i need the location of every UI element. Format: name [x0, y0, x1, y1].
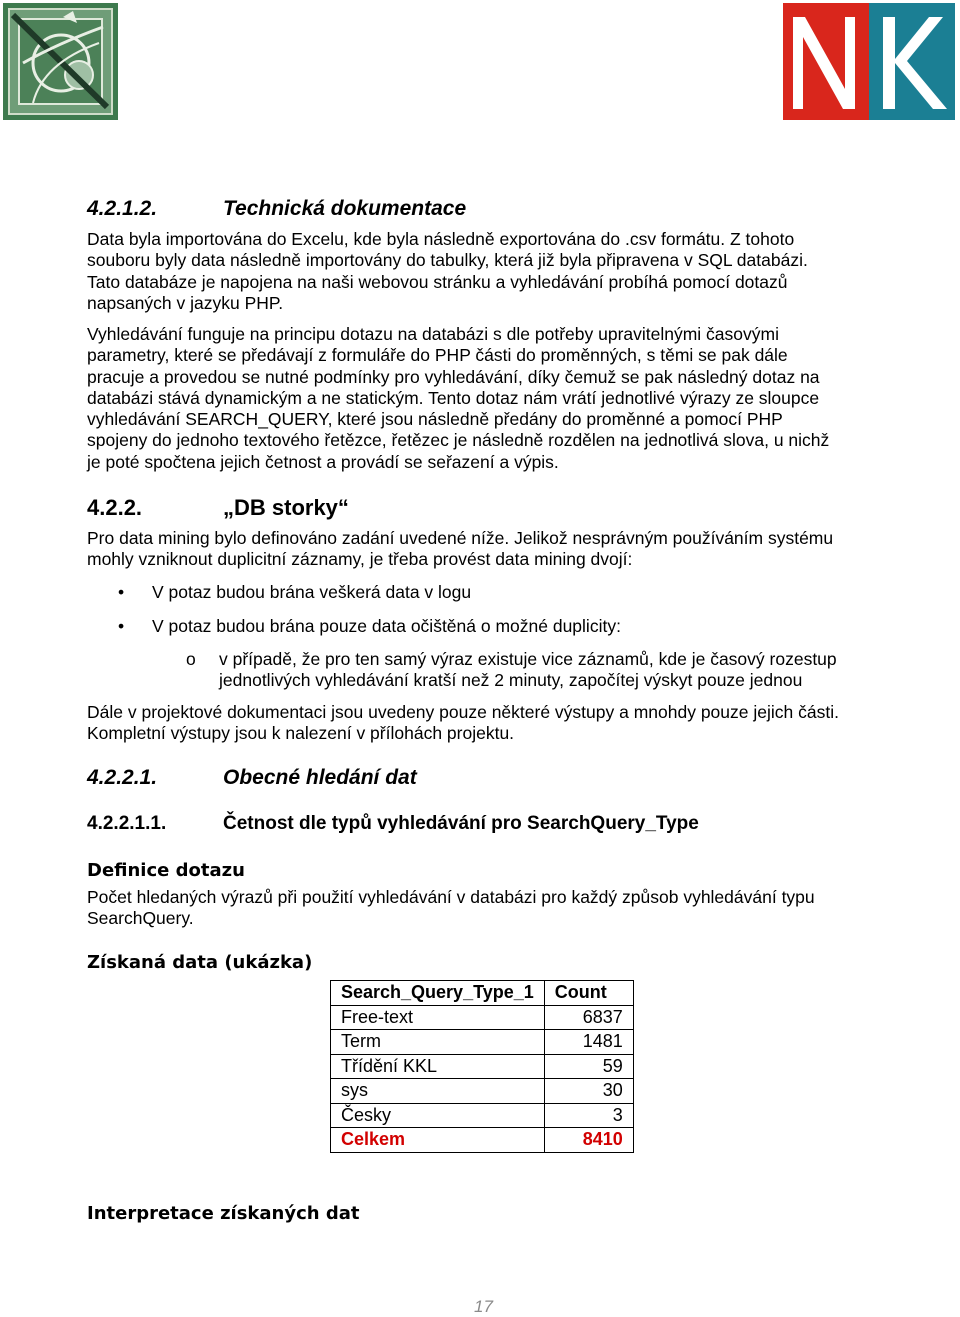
text-line: Pro data mining bylo definováno zadání uvedené níže. Jelikož nesprávným používáním systému	[87, 528, 834, 548]
text-line: jednotlivých vyhledávání kratší než 2 minuty, započítej výskyt pouze jednou	[219, 670, 803, 691]
text-line: vyhledávání SEARCH_QUERY, které jsou následně předány do proměnné a pomocí PHP	[87, 409, 783, 430]
definition-label: Definice dotazu	[87, 860, 245, 881]
table-total-row	[331, 1128, 634, 1153]
table-header-cell: Search_Query_Type_1	[331, 981, 545, 1006]
table-cell: 3	[544, 1103, 633, 1128]
interpretation-label: Interpretace získaných dat	[87, 1203, 360, 1224]
table-cell: 30	[544, 1079, 633, 1104]
text-line: je poté spočtena jejich četnost a provádí se seřazení a výpis.	[87, 451, 559, 472]
table-cell: Free-text	[331, 1005, 545, 1030]
page-number: 17	[474, 1297, 493, 1316]
table-row	[331, 1005, 634, 1030]
bullet-text: V potaz budou brána pouze data očištěná o možné duplicity:	[152, 616, 621, 636]
table-cell: Term	[331, 1030, 545, 1055]
heading-title: Obecné hledání dat	[223, 766, 417, 789]
table-cell: 1481	[544, 1030, 633, 1055]
bullet-dot-icon: •	[118, 616, 125, 636]
text-line: souboru byly data následně importovány do tabulky, která již byla připravena v SQL databázi.	[87, 250, 808, 271]
text-line: databázi stává dynamickým a ne statickým. Tento dotaz nám vrátí jednotlivé výrazy ze sloupce	[87, 387, 820, 408]
table-cell: sys	[331, 1079, 545, 1104]
paragraph-project-outputs	[87, 702, 947, 745]
heading-number: 4.2.2.	[87, 495, 143, 520]
text-line: spojeny do jednoho textového řetězce, řetězec je následně rozdělen na jednotlivá slova, u nichž	[87, 430, 830, 451]
text-line: parametry, které se předávají z formuláře do PHP části do proměnných, s těmi se pak dále	[87, 345, 788, 366]
text-line: Data byla importována do Excelu, kde byla následně exportována do .csv formátu. Z tohoto	[87, 229, 795, 249]
heading-number: 4.2.2.1.	[87, 766, 158, 789]
table-cell: Třídění KKL	[331, 1054, 545, 1079]
table-row	[331, 1054, 634, 1079]
table-total-label: Celkem	[331, 1128, 545, 1153]
heading-number: 4.2.2.1.1.	[87, 813, 167, 834]
paragraph-data-import	[87, 229, 937, 314]
paragraph-data-mining	[87, 528, 937, 571]
heading-number: 4.2.1.2.	[87, 197, 158, 220]
text-line: Počet hledaných výrazů při použití vyhledávání v databázi pro každý způsob vyhledávání typu	[87, 887, 815, 907]
table-row	[331, 1103, 634, 1128]
bullet-dot-icon: •	[118, 582, 125, 602]
heading-title: Četnost dle typů vyhledávání pro SearchQuery_Type	[223, 813, 699, 834]
text-line: SearchQuery.	[87, 908, 194, 929]
heading-4-2-2-1-1	[87, 813, 887, 837]
text-line: napsaných v jazyku PHP.	[87, 292, 284, 313]
text-line: Kompletní výstupy jsou k nalezení v přílohách projektu.	[87, 723, 515, 744]
table-total-value: 8410	[544, 1128, 633, 1153]
paragraph-search-principle	[87, 324, 937, 473]
table-cell: 59	[544, 1054, 633, 1079]
search-query-type-table	[330, 980, 634, 1153]
heading-4-2-2-1	[87, 766, 887, 792]
text-line: mohly vzniknout duplicitní záznamy, je třeba provést data mining dvojí:	[87, 549, 633, 570]
obtained-data-label: Získaná data (ukázka)	[87, 952, 313, 973]
table-header-row	[331, 981, 634, 1006]
table-row	[331, 1079, 634, 1104]
text-line: pracuje a provedou se nutné podmínky pro vyhledávání, díky čemuž se pak následný dotaz na	[87, 366, 820, 387]
table-header-cell: Count	[544, 981, 633, 1006]
heading-title: Technická dokumentace	[223, 197, 467, 220]
sub-bullet-marker: o	[186, 649, 196, 669]
text-line: v případě, že pro ten samý výraz existuje vice záznamů, kde je časový rozestup	[219, 649, 837, 669]
heading-4-2-2	[87, 495, 887, 523]
nk-logo-icon	[783, 3, 955, 120]
left-logo-icon	[3, 3, 118, 120]
text-line: Dále v projektové dokumentaci jsou uvedeny pouze některé výstupy a mnohdy pouze jejich části.	[87, 702, 839, 722]
table-cell: Česky	[331, 1103, 545, 1128]
text-line: Vyhledávání funguje na principu dotazu na databázi s dle potřeby upravitelnými časovými	[87, 324, 779, 344]
table-row	[331, 1030, 634, 1055]
table-cell: 6837	[544, 1005, 633, 1030]
heading-title: „DB storky“	[223, 495, 349, 520]
heading-4-2-1-2	[87, 197, 887, 223]
text-line: Tato databáze je napojena na naši webovou stránku a vyhledávání probíhá pomocí dotazů	[87, 271, 788, 292]
paragraph-definition	[87, 887, 937, 930]
bullet-text: V potaz budou brána veškerá data v logu	[152, 582, 472, 602]
